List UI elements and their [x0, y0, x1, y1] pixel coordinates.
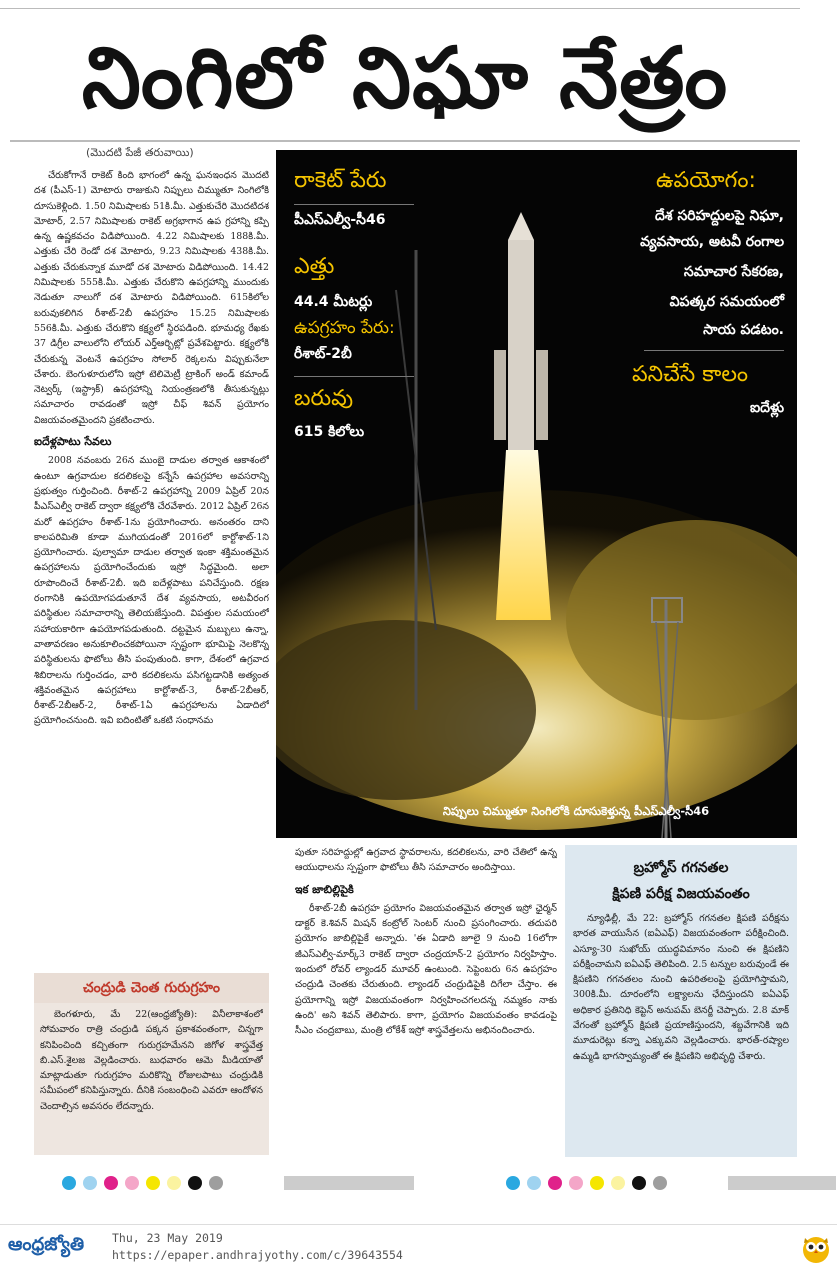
registration-dot [104, 1176, 118, 1190]
registration-dot [653, 1176, 667, 1190]
registration-dot [611, 1176, 625, 1190]
article-paragraph: చేరుకోగానే రాకెట్ కింది భాగంలో ఉన్న ఘనఇంధన మొదటి దశ (పీఎస్-1) మోటారు రాజుకుని నిప్పులు చిమ్ముతూ నింగిలోకి దూసుకెళ్లింది. 1.50 నిమిషాలకు 51కి.మీ. ఎత్తుకుచేరి మొదటిదశ మోటార్, 2.57 నిమిషాలకు రాకెట్ అగ్రభాగాన ఉప గ్రహాన్ని కప్పి ఉన్న ఉష్ణకవచం విడిపోయింది. 4.22 నిమిషాలకు 188కి.మీ. ఎత్తుకు చేరి రెండో దశ మోటారు, 9.23 నిమిషాలకు 438కి.మీ. ఎత్తుకు చేరుకున్నాక మూడో దశ మోటారు విడిపోయింది. 14.42 నిమిషాలకు 555కి.మీ. ఎత్తుకు చేరుకొని ఉపగ్రహాన్ని ముందుకు నెడుతూ నాలుగో దశ మోటారు విడిపోయింది. 615కిలోల బరువుకలిగిన రీశాట్-2బీ ఉపగ్రహం 15.25 నిమిషాలకు 556కి.మీ. ఎత్తుకు చేరుకొని కక్ష్యలో స్థిరపడింది. భూమధ్య రేఖకు 37 డిగ్రీల వాలులోని లోయర్ ఎర్త్ఆర్బిట్లో ప్రవేశపెట్టారు. కక్ష్యలోకి చేరుకున్న వెంటనే ఉపగ్రహం సోలార్ రెక్కలను విప్పుకునేలా చేశారు. బెంగుళూరులోని ఇస్రో టెలిమెట్రీ ట్రాకింగ్ అండ్ కమాండ్ నెట్వర్క్ (ఇస్ట్రాక్) ఉపగ్రహాన్ని నియంత్రణలోకి తీసుకున్నట్లు సమాచారం రావడంతో ఇస్రో చీఫ్ శివన్ ప్రయోగం విజయవంతమైందని ప్రకటించారు. [34, 170, 269, 426]
article-column-2 [295, 845, 557, 1157]
divider [294, 376, 414, 377]
usage-line: సాయ పడటం. [703, 322, 784, 338]
page-headline: నింగిలో నిఘా నేత్రం [81, 29, 729, 127]
footer-divider [0, 1224, 837, 1225]
satellite-name-label: ఉపగ్రహం పేరు: [294, 318, 395, 338]
registration-dot [590, 1176, 604, 1190]
registration-dot [167, 1176, 181, 1190]
sidebar-story-heading: చంద్రుడి చెంత గురుగ్రహం [34, 973, 269, 1003]
registration-dot [632, 1176, 646, 1190]
heading-line: క్షిపణి పరీక్ష విజయవంతం [612, 886, 750, 902]
satellite-name-value: రీశాట్-2బీ [294, 346, 352, 362]
registration-dot [548, 1176, 562, 1190]
article-paragraph: న్యూఢిల్లీ, మే 22: బ్రహ్మోస్ గగనతల క్షిపణి పరీక్షను భారత వాయుసేన (ఐఏఎఫ్) విజయవంతంగా పరీక్షించింది. ఎస్యూ-30 సుఖోయ్ యుద్ధవిమానం నుంచి ఈ క్షిపణిని పరీక్షించామని ఐఏఎఫ్ తెలిపింది. 2.5 టన్నుల బరువుండే ఈ క్షిపణిని గగనతలం నుంచి ఉపరితలంపై ప్రయోగిస్తామని, 300కి.మీ. దూరంలోని లక్ష్యాలను ఛేదిస్తుందని ఐఏఎఫ్ అధికార ప్రతినిధి కెప్టెన్ అనుపమ్ బెనర్జీ చెప్పారు. 2.8 మాక్ వేగంతో బ్రహ్మోస్ క్షిపణి ప్రయాణిస్తుందని, శబ్దవేగానికి ఇది మూడురెట్లు కన్నా ఎక్కువని వెల్లడించారు. భారత్-రష్యాల ఉమ్మడి భాగస్వామ్యంతో ఈ క్షిపణిని అభివృద్ధి చేశారు. [573, 913, 789, 1062]
usage-line: విపత్కర సమయంలో [669, 294, 784, 310]
brahmos-story-box [565, 845, 797, 1157]
epaper-link[interactable]: https://epaper.andhrajyothy.com/c/39643554 [112, 1248, 403, 1262]
article-column-1 [34, 168, 269, 968]
registration-dot [209, 1176, 223, 1190]
article-paragraph: రీశాట్-2బీ ఉపగ్రహ ప్రయోగం విజయవంతమైన తర్వాత ఇస్రో ఛైర్మన్ డాక్టర్ కె.శివన్ మిషన్ కంట్రోల్ సెంటర్ నుంచి ప్రసంగించారు. తదుపరి ప్రయోగం జాబిల్లిపైకే అన్నారు. 'ఈ ఏడాది జూలై 9 నుంచి 16లోగా జీఎస్ఎల్వీ-మార్క్3 రాకెట్ ద్వారా చంద్రయాన్-2 ప్రయోగం నిర్వహిస్తాం. ఇందులో రోవర్ ల్యాండర్ మూవర్ ఉంటుంది. సెప్టెంబరు 6న ఉపగ్రహం చంద్రుడి చెంతకు చేరుతుంది. ల్యాండర్ చంద్రుడిపైకి దిగేలా చేస్తాం. ఈ ప్రయోగాన్ని ఇస్రో విజయవంతంగా నిర్వహించగలదన్న నమ్మకం నాకు ఉంది' అని శివన్ తెలిపారు. కాగా, ప్రయోగం విజయవంతం కావడంపై సీఎం చంద్రబాబు, మంత్రి లోకేశ్ ఇస్రో శాస్త్రవేత్తలను అభినందించారు. [295, 902, 557, 1037]
rocket-name-value: పీఎస్ఎల్వీ-సీ46 [294, 212, 386, 228]
registration-dot [569, 1176, 583, 1190]
edition-date: Thu, 23 May 2019 [112, 1231, 223, 1245]
divider [644, 350, 784, 351]
sidebar-story-body [40, 1007, 263, 1153]
height-label: ఎత్తు [294, 254, 335, 279]
sidebar-story-box [34, 973, 269, 1155]
article-paragraph: బెంగళూరు, మే 22(ఆంధ్రజ్యోతి): వినీలాకాశంలో సోమవారం రాత్రి చంద్రుడి పక్కన ప్రకాశవంతంగా, చిన్నగా కనిపించింది కచ్చితంగా గురుగ్రహమేనని జిగోళ శాస్త్రవేత్త బి.ఎస్.శైలజ వెల్లడించారు. బుధవారం ఆమె మీడియాతో మాట్లాడుతూ గురుగ్రహం మరికొన్ని రోజులపాటు చంద్రుడికి సమీపంలో కనిపిస్తున్నారు. దీనికి సంబంధించి ఎవరూ ఆందోళన చెందాల్సిన అవసరం లేదన్నారు. [40, 1009, 263, 1112]
continuation-note: (మొదటి పేజీ తరువాయి) [86, 146, 194, 159]
rocket-launch-photo [276, 150, 797, 838]
launch-scene-graphic [276, 150, 797, 838]
article-paragraph: 2008 నవంబరు 26న ముంబై దాడుల తర్వాత ఆకాశంలో ఉంటూ ఉగ్రవాదుల కదలికలపై కన్నేసే ఉపగ్రహాల అవసరాన్ని ప్రభుత్వం గుర్తించింది. రీశాట్-2 ఉపగ్రహాన్ని 2009 ఏప్రిల్ 20న పీఎస్ఎల్వీ రాకెట్ ద్వారా కక్ష్యలోకి చేరవేశారు. 2012 ఏప్రిల్ 26న మరో ఉపగ్రహం రీశాట్-1ను ప్రయోగించారు. అనంతరం దాని కాలపరిమితి కూడా ముగియడంతో 2016లో కార్టోశాట్-1ని ప్రయోగించారు. పుల్వామా దాడుల తర్వాత ఇంకా శక్తిమంతమైన ఉపగ్రహాలను ప్రయోగించేందుకు ఇస్రో సిద్ధమైంది. అలా రూపొందించే రీశాట్-2బీ. ఇది ఐదేళ్లపాటు పనిచేస్తుంది. రక్షణ రంగానికి ఉపయోగపడుతూనే దేశ వ్యవసాయ, అటవీరంగ పరిస్థితుల సమాచారాన్ని తెలియజేస్తుంది. విపత్తుల సమయంలో సహాయకారిగా ఉపయోగపడుతుంది. దట్టమైన మబ్బులు ఉన్నా, వాతావరణం అనుకూలించకపోయినా స్పష్టంగా భూమిపై నెలకొన్న పరిస్థితులను ఫొటోలు తీసి పంపుతుంది. కాగా, దేశంలో ఉగ్రవాద శిబిరాలను గుర్తించడం, వారి కదలికలను పసిగట్టడానికి అత్యంత శక్తివంతమైన ఉపగ్రహాలు కార్టోశాట్-3, రీశాట్-2బీఆర్, రీశాట్-2బీఆర్-2, రీశాట్-1ఏ ఉపగ్రహాలను ఏడాదిలో ప్రయోగించనుంది. ఇవి ఐదింటితో ఒకటి సంధానమ [34, 455, 269, 727]
top-strip [0, 0, 800, 9]
registration-dot [506, 1176, 520, 1190]
divider [294, 204, 414, 205]
article-paragraph: పుతూ సరిహద్దుల్లో ఉగ్రవాద స్థావరాలను, కదలికలను, వారి చేతిలో ఉన్న ఆయుధాలను స్పష్టంగా ఫొటోలు తీసి సమాచారం అందిస్తాయి. [295, 847, 557, 874]
brahmos-heading [573, 855, 789, 907]
weight-value: 615 కిలోలు [294, 424, 365, 440]
rocket-name-label: రాకెట్ పేరు [294, 168, 387, 193]
lifespan-label: పనిచేసే కాలం [632, 362, 749, 387]
registration-dot [62, 1176, 76, 1190]
weight-label: బరువు [294, 386, 354, 411]
section-subhead: ఇక జాబిల్లిపైకి [295, 882, 354, 896]
registration-dot [188, 1176, 202, 1190]
photo-caption: నిప్పులు చిమ్ముతూ నింగిలోకి దూసుకెళ్తున్న పీఎస్ఎల్వీ-సీ46 [442, 804, 710, 818]
usage-line: వ్యవసాయ, అటవీ రంగాల [640, 234, 784, 250]
brahmos-body [573, 911, 789, 1151]
height-value: 44.4 మీటర్లు [294, 294, 373, 310]
section-subhead: ఐదేళ్లపాటు సేవలు [34, 435, 112, 449]
usage-line: దేశ సరిహద్దులపై నిఘా, [655, 208, 784, 224]
registration-bar [284, 1176, 414, 1190]
registration-bar [728, 1176, 836, 1190]
registration-dot [83, 1176, 97, 1190]
owl-icon [800, 1232, 832, 1264]
registration-dot [527, 1176, 541, 1190]
usage-line: సమాచార సేకరణ, [683, 264, 784, 280]
usage-label: ఉపయోగం: [656, 168, 756, 193]
owl-mascot-icon[interactable] [800, 1232, 832, 1264]
registration-dot [125, 1176, 139, 1190]
newspaper-logo[interactable]: ఆంధ్రజ్యోతి [8, 1234, 85, 1255]
lifespan-value: ఐదేళ్లు [749, 400, 784, 416]
heading-line: బ్రహ్మోస్ గగనతల [633, 860, 729, 876]
divider [10, 140, 800, 142]
registration-dot [146, 1176, 160, 1190]
